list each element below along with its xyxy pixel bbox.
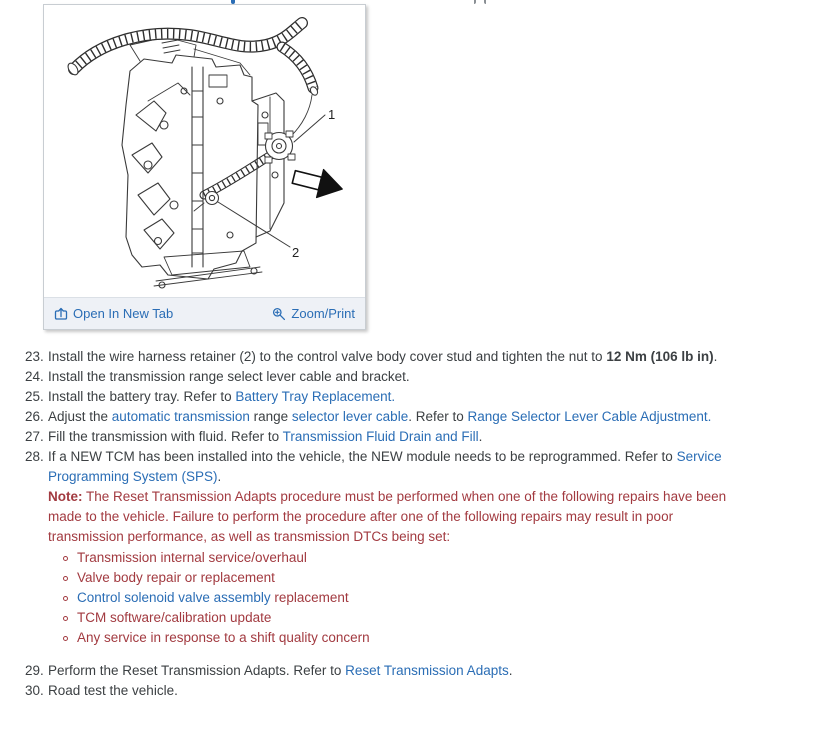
- bullet-text: Transmission internal service/overhaul: [77, 550, 307, 565]
- procedure-link[interactable]: Control solenoid valve assembly: [77, 590, 271, 605]
- step-body: [48, 447, 798, 655]
- bullet-text: replacement: [270, 590, 349, 605]
- step-text-run: Install the wire harness retainer (2) to the control valve body cover stud and tighten the nut to: [48, 349, 607, 364]
- step-text-run: Fill the transmission with fluid. Refer to: [48, 429, 283, 444]
- callout-1-label: 1: [328, 107, 336, 122]
- step-body: [48, 681, 798, 701]
- step-text-run: .: [217, 469, 222, 484]
- step-number: 24.: [25, 369, 44, 384]
- transmission-diagram: [44, 5, 365, 296]
- procedure-link[interactable]: Programming System (SPS): [48, 469, 218, 484]
- procedure-step: [25, 681, 815, 701]
- procedure-list: [25, 347, 815, 701]
- step-body: [48, 347, 798, 367]
- procedure-link[interactable]: Service: [676, 449, 722, 464]
- bullet-text: TCM software/calibration update: [77, 610, 272, 625]
- step-body: [48, 407, 798, 427]
- procedure-link[interactable]: Reset Transmission Adapts: [345, 663, 509, 678]
- note-paragraph: Note: The Reset Transmission Adapts procedure must be performed when one of the following repairs have been made to the vehicle. Failure to perform the procedure after one of the following repairs may result in poor transmission performance, as well as transmission DTCs being set:: [48, 489, 727, 544]
- step-body: [48, 387, 798, 407]
- procedure-step: [25, 407, 815, 427]
- callout-2-label: 2: [292, 245, 300, 260]
- procedure-step: [25, 447, 815, 655]
- step-text-run: Install the battery tray. Refer to: [48, 389, 236, 404]
- clipped-text-remnant: [484, 0, 486, 4]
- step-number: 27.: [25, 429, 44, 444]
- bullet-content: [77, 568, 275, 588]
- step-text-run: .: [478, 429, 483, 444]
- figure-panel: [43, 4, 366, 330]
- procedure-link[interactable]: selector lever cable: [291, 409, 409, 424]
- procedure-step: [25, 347, 815, 367]
- bullet-content: [77, 588, 349, 608]
- bullet-marker-icon: [63, 556, 68, 561]
- zoom-print-button[interactable]: [272, 306, 355, 321]
- note-label: Note:: [48, 489, 83, 504]
- note-bullet-item: [63, 568, 798, 588]
- bullet-marker-icon: [63, 616, 68, 621]
- step-text-run: Perform the Reset Transmission Adapts. Refer to: [48, 663, 346, 678]
- step-number: 28.: [25, 449, 44, 464]
- procedure-step: [25, 661, 815, 681]
- procedure-step: [25, 387, 815, 407]
- procedure-step: [25, 367, 815, 387]
- open-in-new-tab-icon: [54, 307, 68, 321]
- note-bullet-list: [63, 548, 798, 648]
- open-in-new-tab-button[interactable]: [54, 306, 173, 321]
- bullet-content: [77, 628, 370, 648]
- step-text-run: . Refer to: [408, 409, 468, 424]
- procedure-step: [25, 427, 815, 447]
- step-number: 26.: [25, 409, 44, 424]
- zoom-print-icon: [272, 307, 286, 321]
- step-body: [48, 427, 798, 447]
- note-bullet-item: [63, 548, 798, 568]
- note-bullet-item: [63, 588, 798, 608]
- step-text-run: Road test the vehicle.: [48, 683, 178, 698]
- step-body: [48, 661, 798, 681]
- step-text-run: If a NEW TCM has been installed into the vehicle, the NEW module needs to be reprogrammed. Refer to: [48, 449, 677, 464]
- step-number: 30.: [25, 683, 44, 698]
- figure-image: [44, 5, 365, 297]
- procedure-link[interactable]: Range Selector Lever Cable Adjustment.: [467, 409, 712, 424]
- bullet-marker-icon: [63, 636, 68, 641]
- bullet-text: Valve body repair or replacement: [77, 570, 275, 585]
- zoom-print-label: Zoom/Print: [291, 306, 355, 321]
- step-text-run: .: [713, 349, 718, 364]
- figure-footer: [44, 297, 365, 329]
- open-in-new-tab-label: Open In New Tab: [73, 306, 174, 321]
- step-number: 29.: [25, 663, 44, 678]
- note-bullet-item: [63, 608, 798, 628]
- procedure-link[interactable]: automatic transmission: [111, 409, 250, 424]
- step-number: 23.: [25, 349, 44, 364]
- clipped-text-remnant: [474, 0, 476, 4]
- procedure-link[interactable]: Transmission Fluid Drain and Fill: [282, 429, 479, 444]
- step-text-run: Adjust the: [48, 409, 112, 424]
- bullet-content: [77, 608, 271, 628]
- step-body: [48, 367, 798, 387]
- step-number: 25.: [25, 389, 44, 404]
- step-text-run: .: [508, 663, 513, 678]
- bullet-marker-icon: [63, 596, 68, 601]
- torque-spec: 12 Nm (106 lb in): [606, 349, 714, 364]
- note-bullet-item: [63, 628, 798, 648]
- bullet-text: Any service in response to a shift quality concern: [77, 630, 370, 645]
- procedure-link[interactable]: Battery Tray Replacement.: [235, 389, 396, 404]
- step-text-run: range: [249, 409, 292, 424]
- bullet-marker-icon: [63, 576, 68, 581]
- step-text-run: Install the transmission range select lever cable and bracket.: [48, 369, 410, 384]
- bullet-content: [77, 548, 307, 568]
